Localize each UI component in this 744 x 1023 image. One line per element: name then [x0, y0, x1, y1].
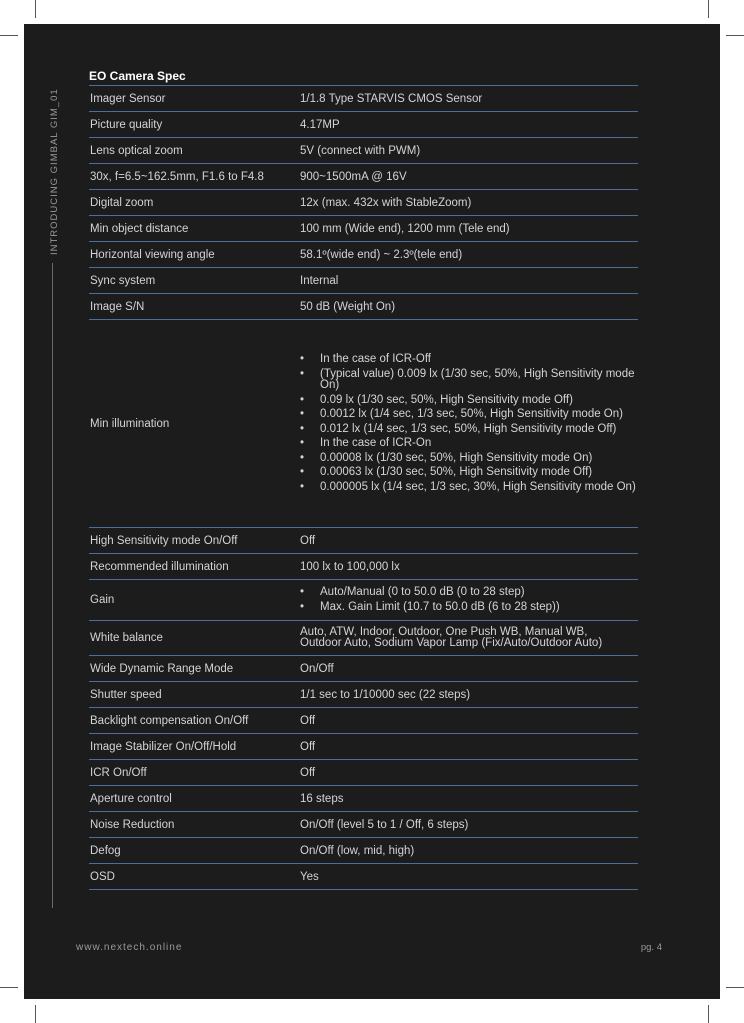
bullet-item: • (Typical value) 0.009 lx (1/30 sec, 50%, High Sensitivity mode On) [300, 369, 638, 392]
spec-row-shutter-speed [89, 682, 638, 708]
spec-value: On/Off (low, mid, high) [300, 844, 415, 857]
spec-row-image-sn [89, 294, 638, 320]
spec-label: Min object distance [90, 222, 189, 235]
bullet-list [300, 584, 638, 616]
spec-label: Image S/N [90, 300, 145, 313]
crop-mark [726, 35, 744, 36]
spec-value: On/Off (level 5 to 1 / Off, 6 steps) [300, 818, 469, 831]
spec-value [300, 320, 638, 527]
bullet-item: • 0.09 lx (1/30 sec, 50%, High Sensitivity mode Off) [300, 395, 638, 407]
spec-label: White balance [90, 632, 163, 644]
spec-label: Min illumination [90, 417, 170, 430]
spec-row-backlight-compensation [89, 708, 638, 734]
spec-row-imager-sensor [89, 86, 638, 112]
spec-row-aperture-control [89, 786, 638, 812]
spec-label: Image Stabilizer On/Off/Hold [90, 740, 237, 753]
spec-label: 30x, f=6.5~162.5mm, F1.6 to F4.8 [90, 170, 264, 183]
bullet-item: • In the case of ICR-Off [300, 354, 638, 366]
spec-row-gain [89, 580, 638, 621]
value-line: Outdoor Auto, Sodium Vapor Lamp (Fix/Auto/Outdoor Auto) [300, 637, 603, 649]
side-section-label: INTRODUCING GIMBAL GIM_01 [49, 88, 60, 255]
spec-value: Off [300, 740, 316, 753]
spec-value: 12x (max. 432x with StableZoom) [300, 196, 472, 209]
spec-value: 100 lx to 100,000 lx [300, 560, 400, 573]
spec-value: 50 dB (Weight On) [300, 300, 396, 313]
spec-row-recommended-illumination [89, 554, 638, 580]
spec-row-osd [89, 864, 638, 890]
bullet-item: • 0.0012 lx (1/4 sec, 1/3 sec, 50%, High Sensitivity mode On) [300, 409, 638, 421]
crop-mark [35, 1005, 36, 1023]
spec-label: Picture quality [90, 118, 163, 131]
spec-value: On/Off [300, 662, 334, 675]
crop-mark [0, 987, 18, 988]
crop-mark [726, 987, 744, 988]
crop-mark [35, 0, 36, 18]
bullet-item: • In the case of ICR-On [300, 438, 638, 450]
spec-label: High Sensitivity mode On/Off [90, 534, 238, 547]
spec-row-high-sensitivity-mode [89, 528, 638, 554]
spec-value: 100 mm (Wide end), 1200 mm (Tele end) [300, 222, 510, 235]
spec-label: Sync system [90, 274, 156, 287]
spec-value [300, 621, 638, 655]
spec-value: 5V (connect with PWM) [300, 144, 421, 157]
spec-row-defog [89, 838, 638, 864]
spec-value: 58.1º(wide end) ~ 2.3º(tele end) [300, 248, 463, 261]
spec-row-picture-quality [89, 112, 638, 138]
spec-label: Gain [90, 594, 115, 606]
spec-label: Imager Sensor [90, 92, 166, 105]
spec-label: Lens optical zoom [90, 144, 183, 157]
value-line: Auto, ATW, Indoor, Outdoor, One Push WB, Manual WB, [300, 625, 588, 638]
spec-value: Yes [300, 870, 319, 883]
spec-label: OSD [90, 870, 115, 883]
spec-row-lens-optical-zoom [89, 138, 638, 164]
spec-value: Off [300, 714, 316, 727]
spec-label: Aperture control [90, 792, 172, 805]
spec-label: Recommended illumination [90, 560, 229, 573]
bullet-item: • 0.00063 lx (1/30 sec, 50%, High Sensitivity mode Off) [300, 467, 638, 479]
spec-label: Defog [90, 844, 121, 857]
spec-row-min-illumination [89, 320, 638, 528]
spec-row-min-object-distance [89, 216, 638, 242]
bullet-item: • 0.000005 lx (1/4 sec, 1/3 sec, 30%, High Sensitivity mode On) [300, 482, 638, 494]
spec-label: Shutter speed [90, 688, 162, 701]
spec-value: Internal [300, 274, 339, 287]
bullet-item: • 0.00008 lx (1/30 sec, 50%, High Sensitivity mode On) [300, 453, 638, 465]
spec-value: Off [300, 534, 316, 547]
spec-label: Noise Reduction [90, 818, 175, 831]
spec-row-noise-reduction [89, 812, 638, 838]
crop-mark [0, 35, 18, 36]
spec-table [89, 61, 638, 890]
footer-website: www.nextech.online [76, 942, 183, 953]
spec-value: 16 steps [300, 792, 344, 805]
spec-table-title: EO Camera Spec [89, 61, 638, 86]
bullet-item: • 0.012 lx (1/4 sec, 1/3 sec, 50%, High Sensitivity mode Off) [300, 424, 638, 436]
bullet-item: • Auto/Manual (0 to 50.0 dB (0 to 28 step) [300, 587, 638, 599]
spec-label: ICR On/Off [90, 766, 147, 779]
bullet-list [300, 351, 638, 496]
spec-label: Wide Dynamic Range Mode [90, 662, 234, 675]
crop-mark [708, 1005, 709, 1023]
spec-value: Off [300, 766, 316, 779]
side-divider [52, 263, 53, 908]
spec-value [300, 580, 638, 620]
bullet-item: • Max. Gain Limit (10.7 to 50.0 dB (6 to 28 step)) [300, 602, 638, 614]
spec-row-sync-system [89, 268, 638, 294]
spec-value: 4.17MP [300, 118, 340, 131]
spec-value: 900~1500mA @ 16V [300, 170, 407, 183]
spec-label: Backlight compensation On/Off [90, 714, 249, 727]
spec-row-wdr-mode [89, 656, 638, 682]
spec-value: 1/1.8 Type STARVIS CMOS Sensor [300, 92, 483, 105]
spec-row-white-balance [89, 621, 638, 656]
spec-label: Digital zoom [90, 196, 154, 209]
spec-row-image-stabilizer [89, 734, 638, 760]
spec-label: Horizontal viewing angle [90, 248, 215, 261]
spec-row-digital-zoom [89, 190, 638, 216]
spec-row-horizontal-viewing-angle [89, 242, 638, 268]
footer-page-number: pg. 4 [640, 942, 662, 953]
spec-row-focal-length [89, 164, 638, 190]
spec-value: 1/1 sec to 1/10000 sec (22 steps) [300, 688, 471, 701]
crop-mark [708, 0, 709, 18]
spec-row-icr [89, 760, 638, 786]
